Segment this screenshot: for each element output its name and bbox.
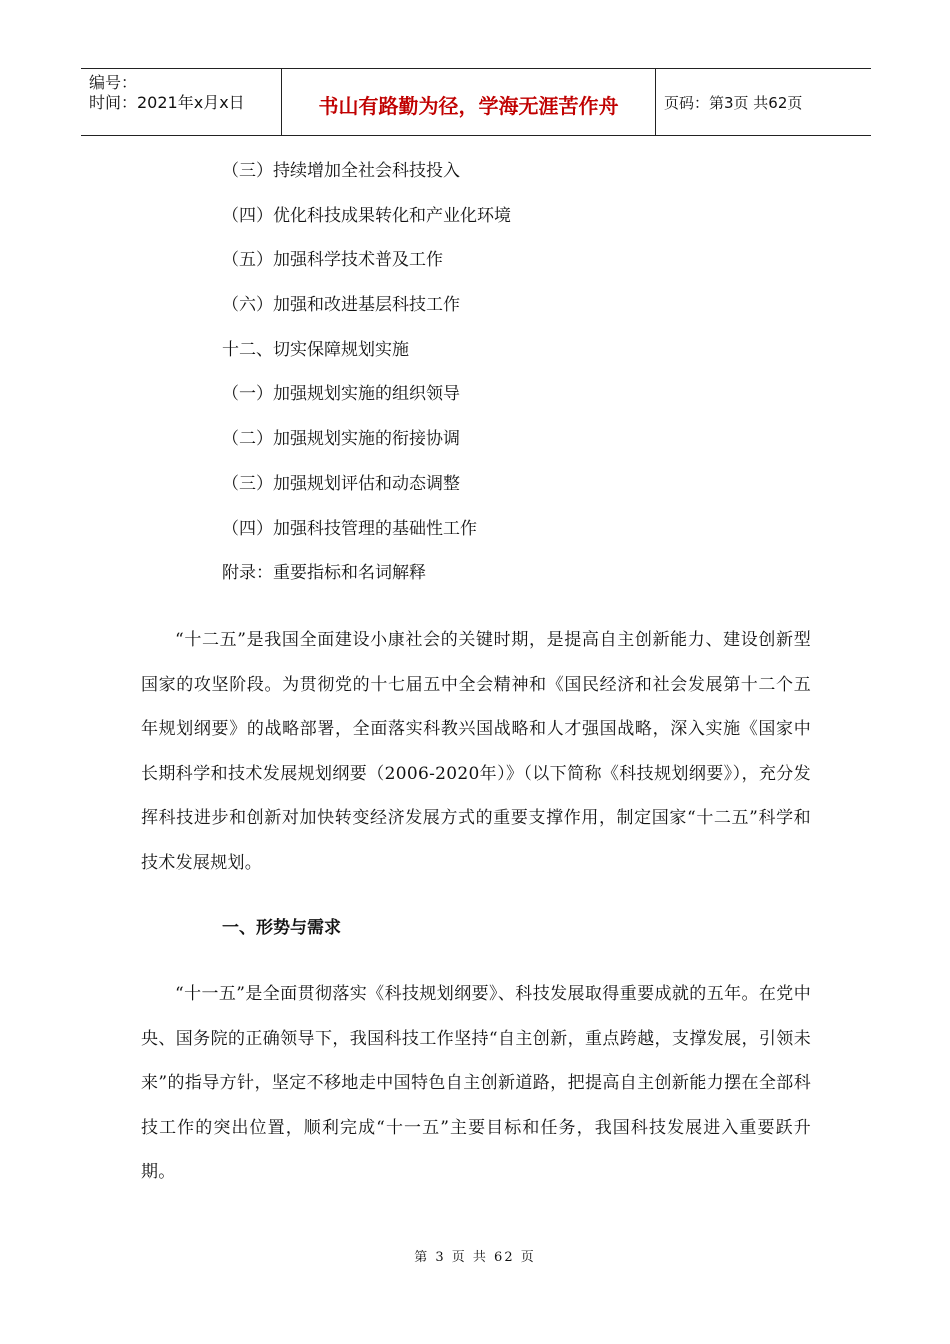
toc-item: （三）持续增加全社会科技投入 [222, 161, 460, 181]
toc-item: 十二、切实保障规划实施 [222, 339, 409, 360]
toc-item: （五）加强科学技术普及工作 [222, 250, 443, 271]
intro-paragraph: “十二五”是我国全面建设小康社会的关键时期，是提高自主创新能力、建设创新型国家的攻坚阶段。为贯彻党的十七届五中全会精神和《国民经济和社会发展第十二个五年规划纲要》的战略部署，全面落实科教兴国战略和人才强国战略，深入实施《国家中长期科学和技术发展规划纲要（2006-2020年）》（以下简称《科技规划纲要》），充分发挥科技进步和创新对加快转变经济发展方式的重要支撑作用，制定国家“十二五”科学和技术发展规划。 [141, 630, 811, 873]
document-number-label: 编号： [89, 73, 138, 92]
header-motto: 书山有路勤为径，学海无涯苦作舟 [282, 69, 656, 135]
section-title: 一、形势与需求 [222, 918, 341, 938]
table-of-contents [222, 156, 511, 603]
toc-item: （四）加强科技管理的基础性工作 [222, 518, 477, 539]
toc-item: 附录：重要指标和名词解释 [222, 563, 426, 584]
toc-item: （三）加强规划评估和动态调整 [222, 473, 460, 494]
header-page-info: 页码：第3页 共62页 [664, 93, 803, 112]
header-meta [81, 69, 282, 135]
toc-item: （一）加强规划实施的组织领导 [222, 384, 460, 405]
document-header [81, 68, 871, 136]
toc-item: （六）加强和改进基层科技工作 [222, 295, 460, 316]
toc-item: （四）优化科技成果转化和产业化环境 [222, 205, 511, 226]
page-footer: 第 3 页 共 62 页 [414, 1250, 536, 1265]
section-paragraph: “十一五”是全面贯彻落实《科技规划纲要》、科技发展取得重要成就的五年。在党中央、国务院的正确领导下，我国科技工作坚持“自主创新，重点跨越，支撑发展，引领未来”的指导方针，坚定不移地走中国特色自主创新道路，把提高自主创新能力摆在全部科技工作的突出位置，顺利完成“十一五”主要目标和任务，我国科技发展进入重要跃升期。 [141, 984, 811, 1182]
toc-item: （二）加强规划实施的衔接协调 [222, 429, 460, 450]
document-time-label: 时间：2021年x月x日 [89, 93, 245, 112]
